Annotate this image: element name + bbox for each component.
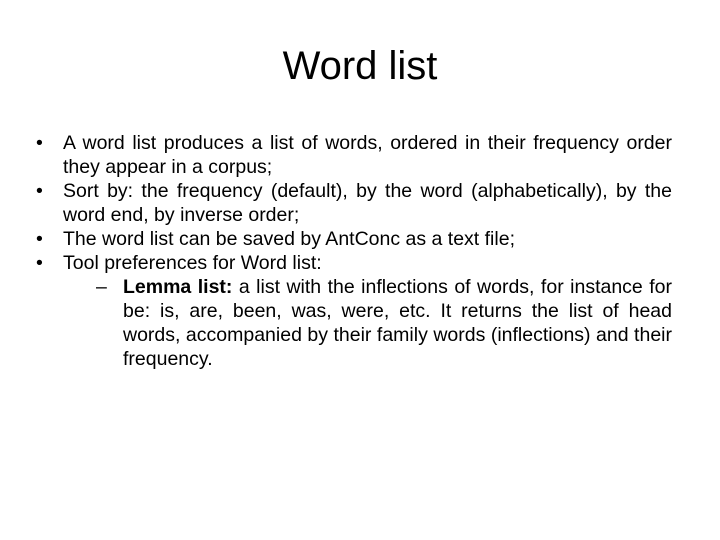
slide-body [36, 131, 672, 371]
bullet-item [36, 179, 672, 227]
bullet-text: A word list produces a list of words, ordered in their frequency order they appear in a corpus; [63, 132, 672, 178]
slide-title: Word list [282, 44, 438, 88]
bullet-text: Tool preferences for Word list: [63, 252, 322, 274]
lemma-list-label: Lemma list: [123, 276, 233, 298]
bullet-text: The word list can be saved by AntConc as a text file; [63, 228, 515, 250]
bullet-item [36, 251, 672, 275]
bullet-marker: • [36, 252, 43, 274]
bullet-item [36, 131, 672, 179]
sub-bullet-item [96, 275, 672, 371]
bullet-text: Sort by: the frequency (default), by the word (alphabetically), by the word end, by inverse order; [63, 180, 672, 226]
bullet-marker: • [36, 228, 43, 250]
bullet-marker: • [36, 132, 43, 154]
sub-bullet-marker: – [96, 276, 107, 298]
sub-bullet-text: a list with the inflections of words, for instance for be: is, are, been, was, were, etc. It returns the list of head words, accompanied by their family words (inflections) and their frequency. [123, 276, 672, 370]
bullet-item [36, 227, 672, 251]
bullet-marker: • [36, 180, 43, 202]
